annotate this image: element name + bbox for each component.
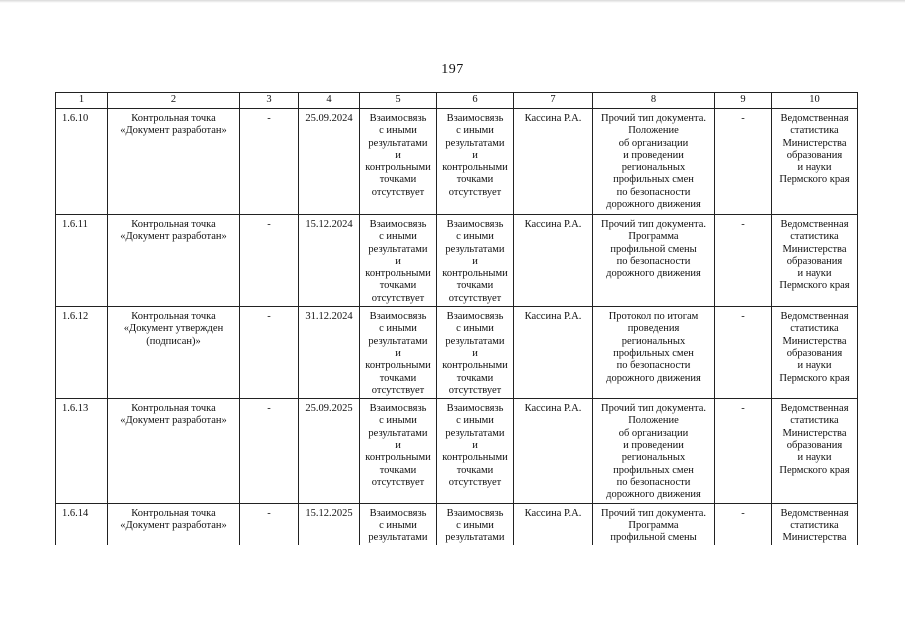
cell-line: статистика: [790, 415, 839, 427]
cell-line: об организации: [618, 137, 689, 149]
column-9-cell: -: [715, 399, 772, 503]
cell-line: отсутствует: [371, 292, 425, 304]
cell-line: результатами: [368, 335, 428, 347]
cell-line: «Документ разработан»: [120, 231, 227, 243]
cell-line: «Документ разработан»: [120, 519, 227, 531]
relation-cell: [437, 399, 514, 503]
cell-line: Взаимосвязь: [446, 507, 504, 519]
document-type-cell: [593, 399, 715, 503]
cell-line: Прочий тип документа.: [601, 507, 706, 519]
cell-line: Взаимосвязь: [446, 311, 504, 323]
cell-line: Положение: [628, 125, 679, 137]
cell-line: отсутствует: [448, 384, 502, 396]
cell-line: статистика: [790, 323, 839, 335]
control-point-cell: [108, 307, 240, 399]
cell-line: с иными: [379, 231, 417, 243]
cell-line: Пермского края: [779, 372, 850, 384]
cell-line: Министерства: [782, 532, 847, 544]
cell-line: результатами: [368, 532, 428, 544]
cell-line: и: [395, 440, 401, 452]
responsible-person-cell: Кассина Р.А.: [514, 399, 593, 503]
header-cell: 3: [240, 93, 299, 109]
cell-line: «Документ утвержден: [123, 323, 224, 335]
control-points-table: [55, 92, 858, 545]
cell-line: Взаимосвязь: [369, 507, 427, 519]
cell-line: отсутствует: [371, 476, 425, 488]
data-source-cell: [772, 399, 858, 503]
column-9-cell: -: [715, 307, 772, 399]
column-3-cell: -: [240, 307, 299, 399]
cell-line: образования: [786, 149, 843, 161]
document-type-cell: [593, 503, 715, 545]
column-3-cell: -: [240, 503, 299, 545]
cell-line: дорожного движения: [606, 489, 701, 501]
cell-line: Взаимосвязь: [369, 403, 427, 415]
cell-line: отсутствует: [371, 186, 425, 198]
responsible-person-cell: Кассина Р.А.: [514, 109, 593, 215]
header-cell: 2: [108, 93, 240, 109]
cell-line: точками: [379, 174, 417, 186]
cell-line: и науки: [797, 268, 832, 280]
cell-line: проведения: [627, 323, 680, 335]
table-row: [56, 307, 858, 399]
cell-line: и: [395, 149, 401, 161]
cell-line: точками: [456, 464, 494, 476]
cell-line: Министерства: [782, 243, 847, 255]
control-point-cell: [108, 109, 240, 215]
cell-line: и: [472, 149, 478, 161]
cell-line: дорожного движения: [606, 372, 701, 384]
table-row: [56, 399, 858, 503]
cell-line: Контрольная точка: [131, 311, 216, 323]
data-source-cell: [772, 503, 858, 545]
cell-line: отсутствует: [371, 384, 425, 396]
cell-line: региональных: [621, 335, 686, 347]
column-3-cell: -: [240, 109, 299, 215]
cell-line: профильных смен: [613, 174, 694, 186]
header-cell: 8: [593, 93, 715, 109]
cell-line: результатами: [445, 137, 505, 149]
row-number-cell: 1.6.11: [56, 215, 108, 307]
cell-line: Протокол по итогам: [608, 311, 699, 323]
header-cell: 5: [360, 93, 437, 109]
cell-line: Ведомственная: [780, 403, 849, 415]
cell-line: с иными: [379, 519, 417, 531]
cell-line: Министерства: [782, 427, 847, 439]
cell-line: с иными: [379, 323, 417, 335]
relation-cell: [437, 215, 514, 307]
cell-line: статистика: [790, 125, 839, 137]
cell-line: и: [395, 347, 401, 359]
control-point-cell: [108, 399, 240, 503]
cell-line: Взаимосвязь: [446, 113, 504, 124]
control-point-cell: [108, 503, 240, 545]
cell-line: результатами: [368, 243, 428, 255]
cell-line: профильной смены: [610, 243, 697, 255]
header-cell: 10: [772, 93, 858, 109]
cell-line: результатами: [445, 532, 505, 544]
date-cell: 15.12.2024: [299, 215, 360, 307]
cell-line: с иными: [456, 125, 494, 137]
cell-line: Ведомственная: [780, 113, 849, 124]
document-type-cell: [593, 215, 715, 307]
cell-line: с иными: [379, 415, 417, 427]
cell-line: Контрольная точка: [131, 403, 216, 415]
cell-line: дорожного движения: [606, 268, 701, 280]
cell-line: образования: [786, 347, 843, 359]
cell-line: точками: [456, 280, 494, 292]
cell-line: профильной смены: [610, 532, 697, 544]
cell-line: результатами: [368, 427, 428, 439]
cell-line: профильных смен: [613, 347, 694, 359]
cell-line: Контрольная точка: [131, 507, 216, 519]
header-cell: 9: [715, 93, 772, 109]
row-number-cell: 1.6.13: [56, 399, 108, 503]
cell-line: отсутствует: [448, 292, 502, 304]
data-source-cell: [772, 307, 858, 399]
cell-line: региональных: [621, 452, 686, 464]
date-cell: 25.09.2024: [299, 109, 360, 215]
cell-line: Министерства: [782, 137, 847, 149]
cell-line: об организации: [618, 427, 689, 439]
column-3-cell: -: [240, 215, 299, 307]
relation-cell: [360, 215, 437, 307]
cell-line: Прочий тип документа.: [601, 403, 706, 415]
cell-line: контрольными: [442, 162, 508, 174]
table-row: [56, 503, 858, 545]
relation-cell: [360, 503, 437, 545]
cell-line: Положение: [628, 415, 679, 427]
cell-line: и: [472, 347, 478, 359]
cell-line: Взаимосвязь: [446, 219, 504, 230]
cell-line: результатами: [445, 335, 505, 347]
date-cell: 25.09.2025: [299, 399, 360, 503]
cell-line: по безопасности: [616, 476, 691, 488]
cell-line: контрольными: [442, 452, 508, 464]
relation-cell: [360, 399, 437, 503]
document-type-cell: [593, 307, 715, 399]
cell-line: статистика: [790, 519, 839, 531]
cell-line: Взаимосвязь: [446, 403, 504, 415]
cell-line: с иными: [379, 125, 417, 137]
cell-line: (подписан)»: [146, 335, 201, 347]
cell-line: контрольными: [442, 268, 508, 280]
responsible-person-cell: Кассина Р.А.: [514, 307, 593, 399]
data-source-cell: [772, 109, 858, 215]
cell-line: и науки: [797, 360, 832, 372]
cell-line: по безопасности: [616, 360, 691, 372]
cell-line: образования: [786, 440, 843, 452]
cell-line: Контрольная точка: [131, 113, 216, 124]
scan-edge: [0, 0, 905, 3]
cell-line: контрольными: [365, 268, 431, 280]
cell-line: региональных: [621, 162, 686, 174]
cell-line: Прочий тип документа.: [601, 113, 706, 124]
header-cell: 4: [299, 93, 360, 109]
column-3-cell: -: [240, 399, 299, 503]
cell-line: Пермского края: [779, 280, 850, 292]
cell-line: Пермского края: [779, 174, 850, 186]
cell-line: и: [395, 255, 401, 267]
cell-line: Взаимосвязь: [369, 113, 427, 124]
cell-line: точками: [456, 174, 494, 186]
cell-line: результатами: [445, 243, 505, 255]
header-cell: 7: [514, 93, 593, 109]
cell-line: с иными: [456, 323, 494, 335]
cell-line: Ведомственная: [780, 311, 849, 323]
cell-line: дорожного движения: [606, 199, 701, 211]
cell-line: отсутствует: [448, 476, 502, 488]
cell-line: и науки: [797, 452, 832, 464]
cell-line: «Документ разработан»: [120, 125, 227, 137]
cell-line: и проведении: [623, 149, 684, 161]
header-cell: 6: [437, 93, 514, 109]
date-cell: 15.12.2025: [299, 503, 360, 545]
relation-cell: [437, 109, 514, 215]
cell-line: профильных смен: [613, 464, 694, 476]
cell-line: образования: [786, 255, 843, 267]
responsible-person-cell: Кассина Р.А.: [514, 503, 593, 545]
page-number: 197: [441, 62, 464, 77]
data-source-cell: [772, 215, 858, 307]
cell-line: точками: [379, 464, 417, 476]
document-type-cell: [593, 109, 715, 215]
table-body: [56, 93, 858, 546]
cell-line: Министерства: [782, 335, 847, 347]
cell-line: и: [472, 440, 478, 452]
relation-cell: [360, 307, 437, 399]
cell-line: контрольными: [442, 360, 508, 372]
cell-line: Взаимосвязь: [369, 219, 427, 230]
cell-line: Пермского края: [779, 464, 850, 476]
cell-line: Контрольная точка: [131, 219, 216, 230]
cell-line: «Документ разработан»: [120, 415, 227, 427]
responsible-person-cell: Кассина Р.А.: [514, 215, 593, 307]
table-row: [56, 215, 858, 307]
cell-line: по безопасности: [616, 186, 691, 198]
column-9-cell: -: [715, 109, 772, 215]
cell-line: Прочий тип документа.: [601, 219, 706, 230]
cell-line: контрольными: [365, 360, 431, 372]
cell-line: точками: [379, 372, 417, 384]
cell-line: Программа: [628, 231, 679, 243]
cell-line: Программа: [628, 519, 679, 531]
cell-line: и проведении: [623, 440, 684, 452]
cell-line: контрольными: [365, 162, 431, 174]
cell-line: контрольными: [365, 452, 431, 464]
relation-cell: [437, 503, 514, 545]
cell-line: точками: [379, 280, 417, 292]
control-point-cell: [108, 215, 240, 307]
relation-cell: [360, 109, 437, 215]
cell-line: Ведомственная: [780, 219, 849, 230]
cell-line: и науки: [797, 162, 832, 174]
cell-line: статистика: [790, 231, 839, 243]
cell-line: с иными: [456, 231, 494, 243]
cell-line: с иными: [456, 415, 494, 427]
date-cell: 31.12.2024: [299, 307, 360, 399]
cell-line: с иными: [456, 519, 494, 531]
cell-line: Взаимосвязь: [369, 311, 427, 323]
cell-line: результатами: [445, 427, 505, 439]
relation-cell: [437, 307, 514, 399]
header-row: [56, 93, 858, 109]
cell-line: результатами: [368, 137, 428, 149]
cell-line: Ведомственная: [780, 507, 849, 519]
column-9-cell: -: [715, 503, 772, 545]
cell-line: по безопасности: [616, 255, 691, 267]
cell-line: точками: [456, 372, 494, 384]
row-number-cell: 1.6.10: [56, 109, 108, 215]
row-number-cell: 1.6.14: [56, 503, 108, 545]
table-row: [56, 109, 858, 215]
column-9-cell: -: [715, 215, 772, 307]
cell-line: отсутствует: [448, 186, 502, 198]
cell-line: и: [472, 255, 478, 267]
row-number-cell: 1.6.12: [56, 307, 108, 399]
header-cell: 1: [56, 93, 108, 109]
